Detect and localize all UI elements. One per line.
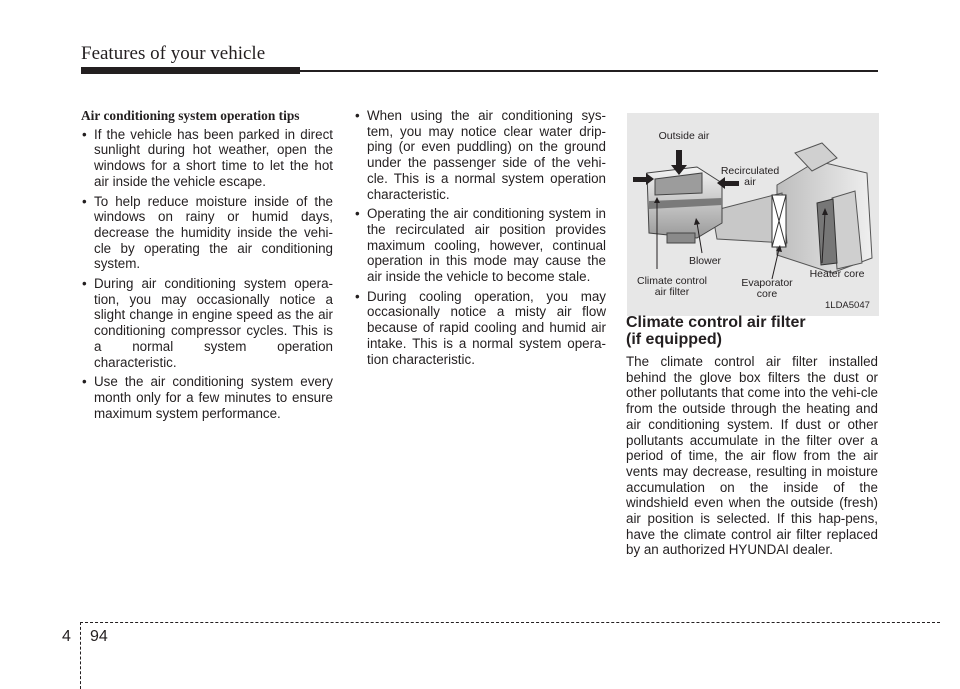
label-climate-filter-line1: Climate control bbox=[636, 275, 708, 287]
section-title-line1: Climate control air filter bbox=[626, 314, 806, 331]
section-title bbox=[626, 314, 878, 348]
label-recirculated-air bbox=[711, 166, 789, 188]
tips-bullet: • To help reduce moisture inside of the windows on rainy or humid days, decrease the humidity inside the vehi-cle by operating the air conditioning system. bbox=[81, 194, 333, 273]
tips-bullet: • During cooling operation, you may occasionally notice a misty air flow because of rapid cooling and humid air intake. This is a normal system opera-tion characteristic. bbox=[354, 289, 606, 368]
chapter-number: 4 bbox=[62, 628, 71, 645]
hvac-diagram-figure bbox=[627, 113, 879, 316]
tips-bullet: • Operating the air conditioning system in the recirculated air position provides maximum cooling, however, continual operation in this mode may cause the air inside the vehicle to become stale. bbox=[354, 206, 606, 285]
tips-bullet: • If the vehicle has been parked in direct sunlight during hot weather, open the windows for a short time to let the hot air inside the vehicle escape. bbox=[81, 127, 333, 190]
label-climate-filter-line2: air filter bbox=[654, 286, 690, 298]
footer-dashed-rule bbox=[80, 622, 940, 623]
label-recirculated-air-line2: air bbox=[744, 176, 756, 188]
tips-list-continued bbox=[354, 108, 606, 367]
header-rule-thick bbox=[81, 67, 300, 74]
watermark: carmanualsonline.info bbox=[728, 659, 952, 685]
header-rule-thin bbox=[300, 70, 878, 72]
section-title-line2: (if equipped) bbox=[626, 331, 722, 348]
label-blower: Blower bbox=[688, 255, 722, 267]
label-climate-control-air-filter bbox=[629, 276, 715, 298]
tips-bullet: • Use the air conditioning system every month only for a few minutes to ensure maximum system performance. bbox=[81, 374, 333, 421]
column-middle bbox=[354, 108, 606, 371]
column-left bbox=[81, 108, 333, 425]
tips-bullet: • During air conditioning system opera-tion, you may occasionally notice a slight change in engine speed as the air conditioning compressor cycles. This is a normal system operation characteristic. bbox=[81, 276, 333, 370]
column-right bbox=[626, 314, 878, 558]
label-recirculated-air-line1: Recirculated bbox=[720, 165, 780, 177]
label-outside-air: Outside air bbox=[658, 130, 710, 142]
label-evaporator-line1: Evaporator bbox=[741, 277, 793, 289]
tips-bullet: • When using the air conditioning sys-tem, you may notice clear water drip-ping (or even puddling) on the ground under the passenger side of the vehi-cle. This is a normal system operation characteristic. bbox=[354, 108, 606, 202]
tips-subheading: Air conditioning system operation tips bbox=[81, 108, 300, 123]
label-heater-core: Heater core bbox=[809, 268, 865, 280]
label-evaporator-line2: core bbox=[756, 288, 778, 300]
section-body: The climate control air filter installed behind the glove box filters the dust or other pollutants that come into the vehi-cle from the outside through the heating and air conditioning system. If dust or other pollutants accumulate in the filter over a period of time, the air flow from the air vents may decrease, resulting in moisture accumulation on the inside of the windshield even when the outside (fresh) air position is selected. If this hap-pens, have the climate control air filter replaced by an authorized HYUNDAI dealer. bbox=[626, 354, 878, 558]
figure-id: 1LDA5047 bbox=[825, 300, 870, 311]
page-header-title: Features of your vehicle bbox=[81, 43, 266, 64]
label-evaporator-core bbox=[733, 278, 801, 300]
tips-list bbox=[81, 127, 333, 422]
footer-dashed-divider bbox=[80, 622, 81, 689]
page-number: 94 bbox=[90, 628, 108, 645]
